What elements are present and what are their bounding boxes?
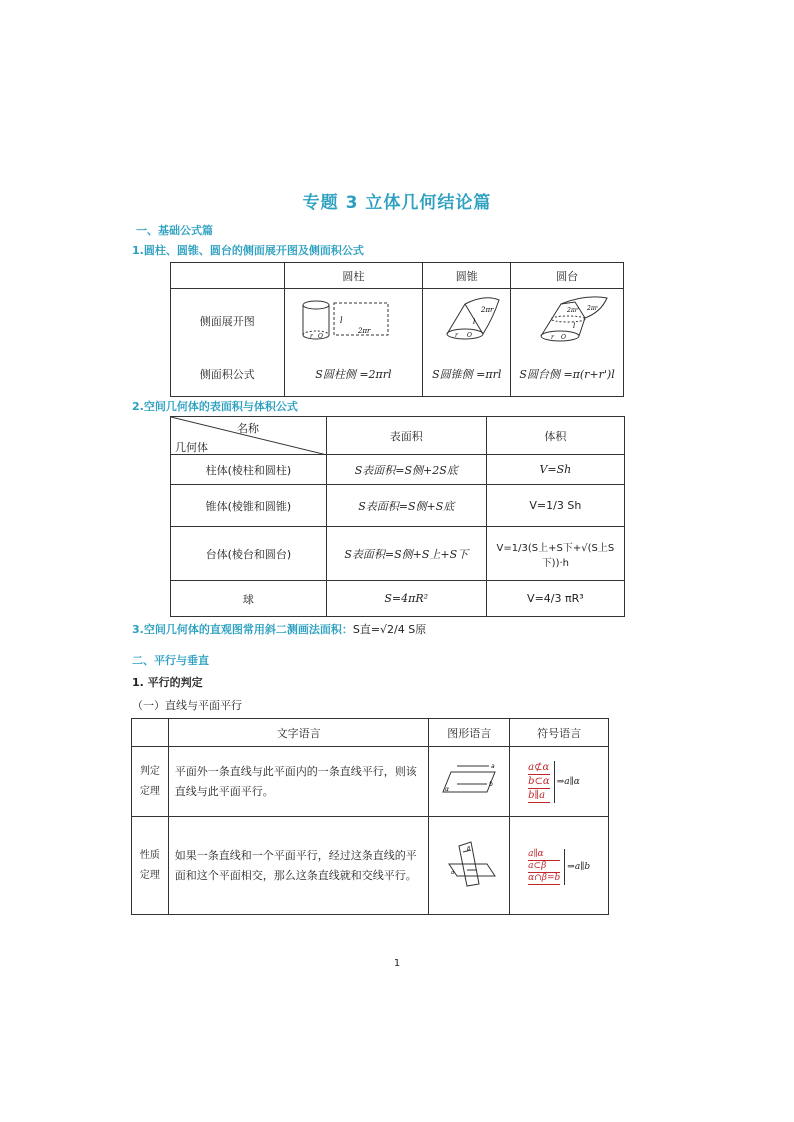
sym2-line1: a∥α — [528, 849, 560, 861]
table2-row-pyramid-name: 锥体(棱锥和圆锥) — [171, 485, 327, 527]
table1-corner — [171, 263, 285, 289]
table2-row-frustum-volume: V=1/3(S上+S下+√(S上S下))·h — [486, 527, 624, 581]
table2-corner — [171, 417, 327, 455]
cone-r-label: r — [454, 332, 458, 340]
table3-row1-symbol — [510, 747, 609, 817]
fig2-alpha-label: α — [451, 870, 455, 876]
cone-lateral-formula: S圆锥侧 =πrl — [423, 353, 511, 397]
sym2-line2: a⊂β — [528, 861, 560, 873]
table3-row2-text: 如果一条直线和一个平面平行，经过这条直线的平面和这个平面相交，那么这条直线就和交线平行。 — [168, 817, 429, 915]
table3-corner — [132, 719, 169, 747]
subheading-3 — [132, 621, 426, 637]
table2-row-sphere-area: S=4πR² — [326, 581, 486, 617]
table3-header-symbol: 符号语言 — [510, 719, 609, 747]
fig1-a-label: a — [491, 763, 495, 770]
table2-row-prism-volume: V=Sh — [486, 455, 624, 485]
section-heading-2: 二、平行与垂直 — [132, 654, 209, 667]
subheading-3-text: 3.空间几何体的直观图常用斜二测画法面积： — [132, 623, 353, 636]
frustum-2pir2-label: 2πr' — [567, 307, 580, 315]
sym2-result: ⇒a∥b — [567, 862, 591, 872]
table2-row-frustum-area: S表面积=S侧+S上+S下 — [326, 527, 486, 581]
cone-o-label: O — [466, 332, 472, 340]
page-number: 1 — [393, 958, 401, 969]
cylinder-2pir-label: 2πr — [358, 327, 371, 336]
fig1-alpha-label: α — [445, 786, 450, 793]
oblique-area-formula: S直=√2/4 S原 — [352, 623, 427, 636]
cylinder-net-diagram — [284, 289, 423, 353]
fig2-beta-label: β — [467, 846, 471, 852]
frustum-net-diagram — [511, 289, 624, 353]
frustum-lateral-formula: S圆台侧 =π(r+r')l — [511, 353, 624, 397]
table2-row-frustum-name: 台体(棱台和圆台) — [171, 527, 327, 581]
table3-row1-figure — [429, 747, 510, 817]
frustum-o-label: O — [561, 334, 566, 342]
subheading-5: （一）直线与平面平行 — [132, 699, 242, 712]
table1-header-frustum: 圆台 — [511, 263, 624, 289]
sym2-line3: α∩β=b — [528, 873, 561, 883]
cone-net-diagram — [423, 289, 511, 353]
sym1-result: ⇒a∥α — [556, 777, 580, 787]
cone-l-label: l — [472, 318, 475, 327]
table2-corner-top: 名称 — [237, 422, 259, 435]
table2-row-sphere-volume: V=4/3 πR³ — [486, 581, 624, 617]
frustum-l-label: l — [573, 322, 576, 331]
table3-row1-text: 平面外一条直线与此平面内的一条直线平行，则该直线与此平面平行。 — [168, 747, 429, 817]
table2-corner-bottom: 几何体 — [175, 441, 208, 454]
subheading-1: 1.圆柱、圆锥、圆台的侧面展开图及侧面积公式 — [132, 244, 364, 257]
cylinder-o-label: O — [318, 333, 324, 341]
table3-row2-label: 性质定理 — [132, 817, 169, 915]
table2-row-pyramid-volume: V=1/3 Sh — [486, 485, 624, 527]
table2-row-pyramid-area: S表面积=S侧+S底 — [326, 485, 486, 527]
table1-header-cone: 圆锥 — [423, 263, 511, 289]
frustum-r-label: r — [551, 334, 554, 342]
frustum-2pir-label: 2πr — [587, 305, 598, 313]
table3-header-text: 文字语言 — [168, 719, 429, 747]
table3-header-figure: 图形语言 — [429, 719, 510, 747]
table2-row-sphere-name: 球 — [171, 581, 327, 617]
table1-header-cylinder: 圆柱 — [284, 263, 423, 289]
fig1-b-label: b — [489, 781, 494, 788]
subheading-4: 1. 平行的判定 — [132, 676, 203, 689]
table3-row1-label: 判定定理 — [132, 747, 169, 817]
cylinder-l-label: l — [340, 316, 343, 326]
sym1-line2: b⊂α — [528, 776, 550, 787]
sym1-line3: b∥a — [528, 789, 550, 803]
section-heading-1: 一、基础公式篇 — [136, 224, 213, 237]
surface-volume-table — [170, 416, 625, 617]
cylinder-lateral-formula: S圆柱侧 =2πrl — [284, 353, 423, 397]
table1-row-label-formula: 侧面积公式 — [171, 353, 285, 397]
page-title: 专题 3 立体几何结论篇 — [302, 193, 492, 213]
table2-header-volume: 体积 — [486, 417, 624, 455]
sym1-line1: a⊄α — [528, 762, 550, 773]
cone-2pir-label: 2πr — [480, 306, 494, 315]
table2-header-area: 表面积 — [326, 417, 486, 455]
table3-row2-symbol — [510, 817, 609, 915]
subheading-2: 2.空间几何体的表面积与体积公式 — [132, 400, 298, 413]
cylinder-r-label: r — [310, 333, 314, 341]
table2-row-prism-area: S表面积=S侧+2S底 — [326, 455, 486, 485]
table1-row-label-net: 侧面展开图 — [171, 289, 285, 353]
table3-row2-figure — [429, 817, 510, 915]
lateral-surface-table — [170, 262, 624, 397]
line-plane-parallel-table — [131, 718, 609, 915]
table2-row-prism-name: 柱体(棱柱和圆柱) — [171, 455, 327, 485]
